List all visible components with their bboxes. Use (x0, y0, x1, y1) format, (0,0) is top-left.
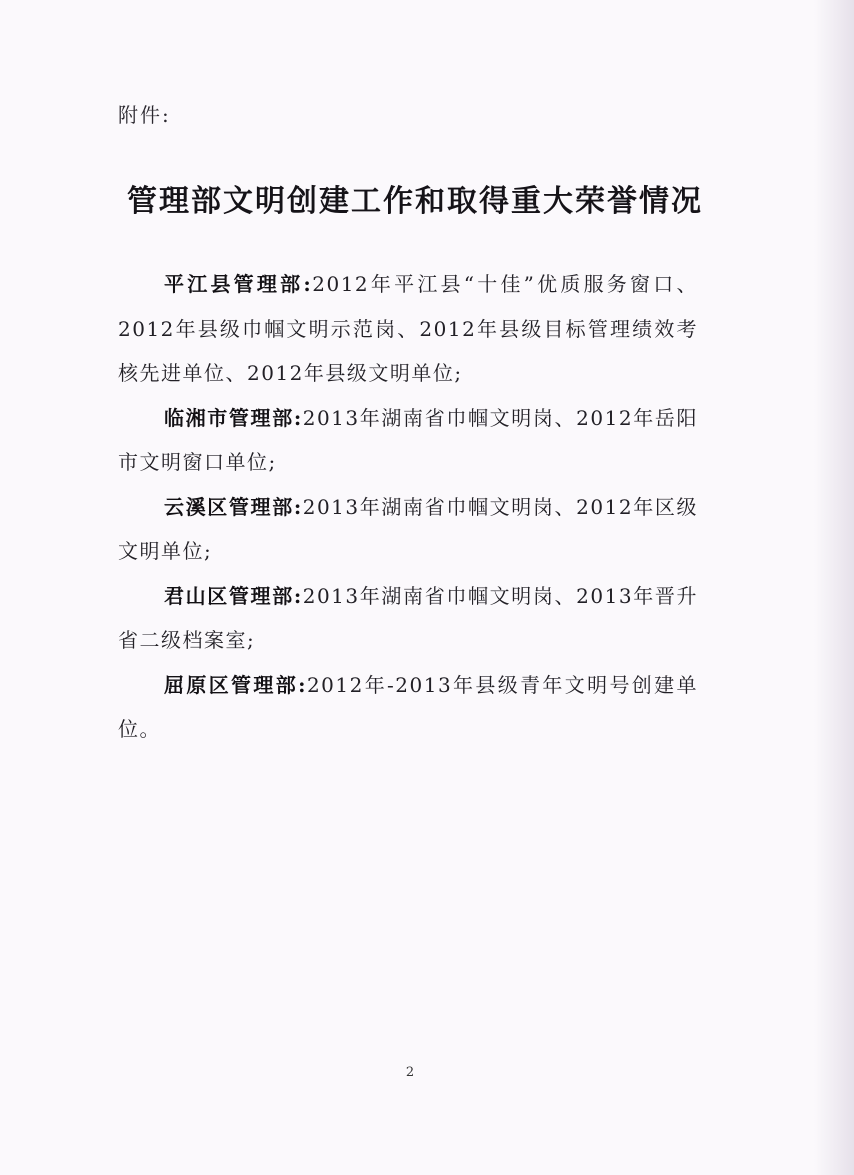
honor-paragraph-quyuan (118, 663, 698, 752)
org-name: 君山区管理部: (164, 583, 303, 608)
document-body (118, 262, 698, 752)
org-name: 屈原区管理部: (164, 672, 307, 697)
attachment-label: 附件: (118, 103, 171, 127)
honor-text: 2012年平江县“十佳”优质服务窗口、2012年县级巾帼文明示范岗、2012年县级目标管理绩效考核先进单位、2012年县级文明单位; (118, 272, 698, 385)
honor-paragraph-yunxi (118, 485, 698, 574)
honor-paragraph-pingjiang (118, 262, 698, 396)
page-number: 2 (405, 1065, 415, 1080)
honor-text: 2013年湖南省巾帼文明岗、2012年岳阳市文明窗口单位; (118, 405, 698, 474)
honor-paragraph-linxiang (118, 396, 698, 485)
org-name: 云溪区管理部: (164, 494, 303, 519)
honor-text: 2013年湖南省巾帼文明岗、2012年区级文明单位; (118, 494, 698, 563)
org-name: 平江县管理部: (164, 272, 313, 296)
honor-text: 2012年-2013年县级青年文明号创建单位。 (118, 672, 698, 741)
org-name: 临湘市管理部: (164, 405, 303, 430)
honor-text: 2013年湖南省巾帼文明岗、2013年晋升省二级档案室; (118, 583, 698, 652)
honor-paragraph-junshan (118, 574, 698, 663)
document-title: 管理部文明创建工作和取得重大荣誉情况 (127, 184, 703, 219)
